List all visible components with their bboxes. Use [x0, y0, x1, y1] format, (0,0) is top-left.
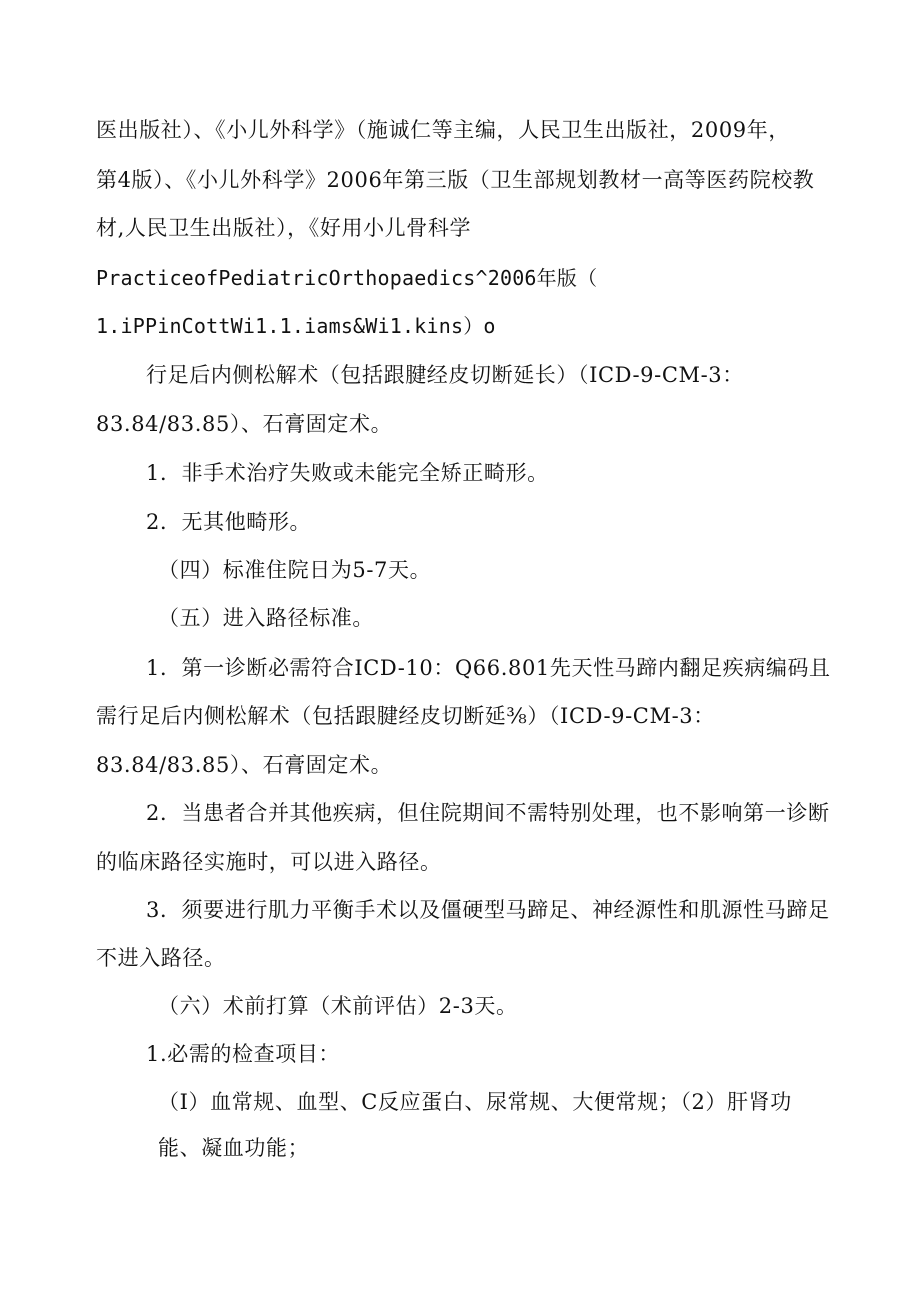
text-line-16: 的临床路径实施时，可以进入路径。	[96, 850, 442, 874]
text-line-21: （I）血常规、血型、C反应蛋白、尿常规、大便常规；（2）肝肾功	[158, 1090, 792, 1114]
text-line-15: 2．当患者合并其他疾病，但住院期间不需特别处理，也不影响第一诊断	[146, 801, 830, 825]
text-line-1: 医出版社）、《小儿外科学》（施诚仁等主编，人民卫生出版社，2009年，	[96, 118, 790, 142]
text-line-18: 不进入路径。	[96, 946, 226, 970]
text-line-17: 3．须要进行肌力平衡手术以及僵硬型马蹄足、神经源性和肌源性马蹄足	[146, 898, 830, 922]
text-line-9: 2．无其他畸形。	[146, 510, 312, 534]
text-line-11: （五）进入路径标准。	[158, 606, 374, 630]
text-line-3: 材,人民卫生出版社），《好用小儿骨科学	[96, 216, 472, 240]
text-line-7: 83.84/83.85）、石膏固定术。	[96, 412, 393, 436]
text-line-6: 行足后内侧松解术（包括跟腱经皮切断延长）（ICD-9-CM-3：	[146, 363, 744, 387]
text-line-8: 1．非手术治疗失败或未能完全矫正畸形。	[146, 461, 549, 485]
text-line-12: 1．第一诊断必需符合ICD-10：Q66.801先天性马蹄内翻足疾病编码且	[146, 656, 831, 680]
text-line-4: PracticeofPediatricOrthopaedics^2006年版（	[96, 266, 598, 290]
text-line-14: 83.84/83.85）、石膏固定术。	[96, 753, 393, 777]
text-line-5: 1.iPPinCottWi1.1.iams&Wi1.kins）o	[96, 314, 496, 338]
text-line-19: （六）术前打算（术前评估）2-3天。	[158, 994, 518, 1018]
text-line-2: 第4版）、《小儿外科学》2006年第三版（卫生部规划教材一高等医药院校教	[96, 168, 815, 192]
text-line-20: 1.必需的检查项目：	[146, 1042, 341, 1066]
text-line-13: 需行足后内侧松解术（包括跟腱经皮切断延⅜）（ICD-9-CM-3：	[96, 704, 715, 728]
text-line-22: 能、凝血功能；	[158, 1136, 310, 1160]
text-line-10: （四）标准住院日为5-7天。	[158, 558, 432, 582]
